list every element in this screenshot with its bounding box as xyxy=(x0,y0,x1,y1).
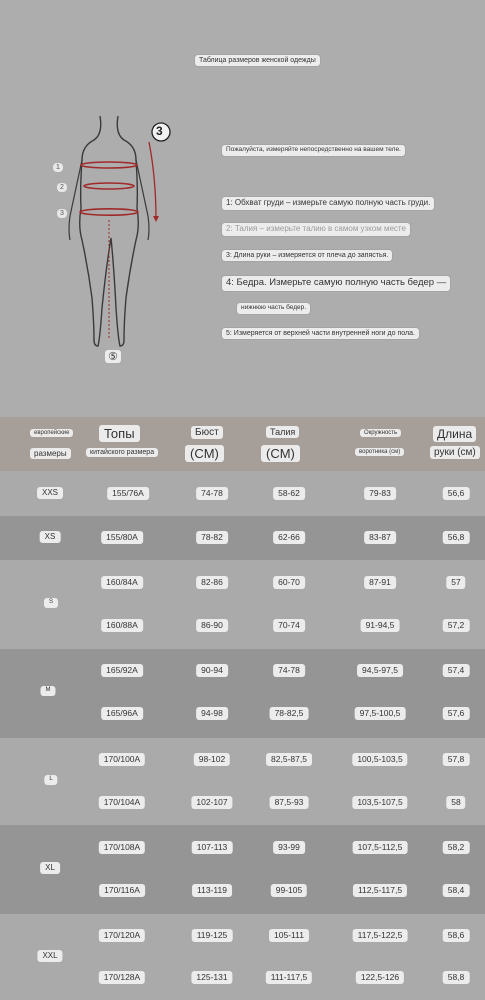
row-3-waist: 70-74 xyxy=(273,619,305,632)
row-10-bust: 119-125 xyxy=(192,929,233,942)
header-bust-line1: Бюст xyxy=(191,426,223,439)
row-10-top: 170/120A xyxy=(99,929,145,942)
size-label-xs: XS xyxy=(40,531,61,543)
body-figure xyxy=(48,108,178,373)
row-3-bust: 86-90 xyxy=(196,619,228,632)
header-waist-line2: (CM) xyxy=(261,445,300,462)
row-2-top: 160/84A xyxy=(101,576,143,589)
row-5-arm: 57,6 xyxy=(443,707,470,720)
measure-number-3: 3 xyxy=(156,124,163,138)
row-7-arm: 58 xyxy=(446,796,465,809)
instruction-arm: 3: Длина руки – измеряется от плеча до запястья. xyxy=(222,250,392,261)
row-6-arm: 57,8 xyxy=(443,753,470,766)
page-title: Таблица размеров женской одежды xyxy=(195,55,320,66)
row-1-collar: 83-87 xyxy=(364,531,396,544)
band-xxl xyxy=(0,914,485,1000)
arm-measure-line xyxy=(149,142,156,220)
row-5-collar: 97,5-100,5 xyxy=(355,707,406,720)
band-s xyxy=(0,560,485,649)
bust-measure-line xyxy=(81,162,137,168)
row-7-top: 170/104A xyxy=(99,796,145,809)
instruction-waist: 2: Талия – измерьте талию в самом узком месте xyxy=(222,223,410,236)
row-9-arm: 58,4 xyxy=(443,884,470,897)
header-arm-line2: руки (см) xyxy=(430,446,480,459)
row-8-top: 170/108A xyxy=(99,841,145,854)
row-8-waist: 93-99 xyxy=(273,841,305,854)
row-1-bust: 78-82 xyxy=(196,531,228,544)
row-3-top: 160/88A xyxy=(101,619,143,632)
band-l xyxy=(0,738,485,825)
header-bust-line2: (CM) xyxy=(185,445,224,462)
waist-measure-line xyxy=(84,183,134,189)
size-label-s: S xyxy=(44,598,58,608)
header-eu-line1: европейские xyxy=(30,429,73,437)
row-2-waist: 60-70 xyxy=(273,576,305,589)
header-arm-line1: Длина xyxy=(433,426,476,442)
row-0-arm: 56,6 xyxy=(443,487,470,500)
row-2-arm: 57 xyxy=(446,576,465,589)
row-6-waist: 82,5-87,5 xyxy=(266,753,312,766)
row-2-collar: 87-91 xyxy=(364,576,396,589)
band-m xyxy=(0,649,485,738)
row-0-top: 155/76A xyxy=(107,487,149,500)
header-collar-line1: Окружность xyxy=(360,429,401,437)
band-xs xyxy=(0,516,485,560)
side-label-2: 2 xyxy=(57,183,67,192)
row-7-collar: 103,5-107,5 xyxy=(352,796,407,809)
measure-number-5: ⑤ xyxy=(105,350,121,363)
row-4-bust: 90-94 xyxy=(196,664,228,677)
side-label-3: 3 xyxy=(57,209,67,218)
instruction-hips: 4: Бедра. Измерьте самую полную часть бедер — xyxy=(222,276,450,291)
row-11-waist: 111-117,5 xyxy=(266,971,312,984)
row-11-arm: 58,8 xyxy=(443,971,470,984)
row-11-collar: 122,5-126 xyxy=(356,971,404,984)
row-6-top: 170/100A xyxy=(99,753,145,766)
band-xl xyxy=(0,825,485,914)
row-8-collar: 107,5-112,5 xyxy=(353,841,408,854)
row-5-waist: 78-82,5 xyxy=(270,707,309,720)
body-silhouette-icon xyxy=(48,108,178,373)
row-10-waist: 105-111 xyxy=(269,929,309,942)
size-label-xxl: XXL xyxy=(37,950,62,962)
row-4-arm: 57,4 xyxy=(443,664,470,677)
header-tops-line2: китайского размера xyxy=(86,448,158,457)
band-xxs xyxy=(0,471,485,516)
row-9-collar: 112,5-117,5 xyxy=(353,884,407,897)
size-label-l: L xyxy=(44,775,57,785)
row-11-top: 170/128A xyxy=(99,971,145,984)
row-5-bust: 94-98 xyxy=(196,707,228,720)
instruction-inseam: 5: Измеряется от верхней части внутренней ноги до пола. xyxy=(222,328,419,339)
measure-note: Пожалуйста, измеряйте непосредственно на вашем теле. xyxy=(222,145,405,156)
header-waist-line1: Талия xyxy=(266,426,299,438)
row-1-top: 155/80A xyxy=(101,531,143,544)
row-3-arm: 57,2 xyxy=(443,619,470,632)
side-label-1: 1 xyxy=(53,163,63,172)
row-5-top: 165/96A xyxy=(101,707,143,720)
row-6-collar: 100,5-103,5 xyxy=(352,753,407,766)
row-9-bust: 113-119 xyxy=(192,884,232,897)
size-label-m: M xyxy=(41,686,56,696)
row-0-collar: 79-83 xyxy=(364,487,396,500)
row-6-bust: 98-102 xyxy=(194,753,230,766)
row-9-waist: 99-105 xyxy=(271,884,307,897)
row-10-arm: 58,6 xyxy=(443,929,470,942)
row-1-waist: 62-66 xyxy=(273,531,305,544)
row-9-top: 170/116A xyxy=(99,884,145,897)
size-label-xxs: XXS xyxy=(37,487,63,499)
row-8-arm: 58,2 xyxy=(443,841,470,854)
header-eu-line2: размеры xyxy=(30,448,71,459)
row-0-waist: 58-62 xyxy=(273,487,305,500)
row-10-collar: 117,5-122,5 xyxy=(353,929,408,942)
hip-measure-line xyxy=(80,209,138,215)
header-tops-line1: Топы xyxy=(99,425,140,442)
row-4-waist: 74-78 xyxy=(273,664,305,677)
row-1-arm: 56,8 xyxy=(443,531,470,544)
instruction-bust: 1: Обхват груди – измерьте самую полную часть груди. xyxy=(222,197,434,210)
row-7-bust: 102-107 xyxy=(191,796,232,809)
instruction-hips-cont: нижнюю часть бедер. xyxy=(237,303,310,314)
row-3-collar: 91-94,5 xyxy=(361,619,400,632)
row-0-bust: 74-78 xyxy=(196,487,228,500)
row-8-bust: 107-113 xyxy=(192,841,233,854)
row-11-bust: 125-131 xyxy=(191,971,232,984)
row-2-bust: 82-86 xyxy=(196,576,228,589)
size-label-xl: XL xyxy=(40,862,60,874)
table-header xyxy=(0,417,485,471)
header-collar-line2: воротника (см) xyxy=(355,448,404,456)
row-4-top: 165/92A xyxy=(101,664,143,677)
row-7-waist: 87,5-93 xyxy=(270,796,309,809)
row-4-collar: 94,5-97,5 xyxy=(357,664,403,677)
